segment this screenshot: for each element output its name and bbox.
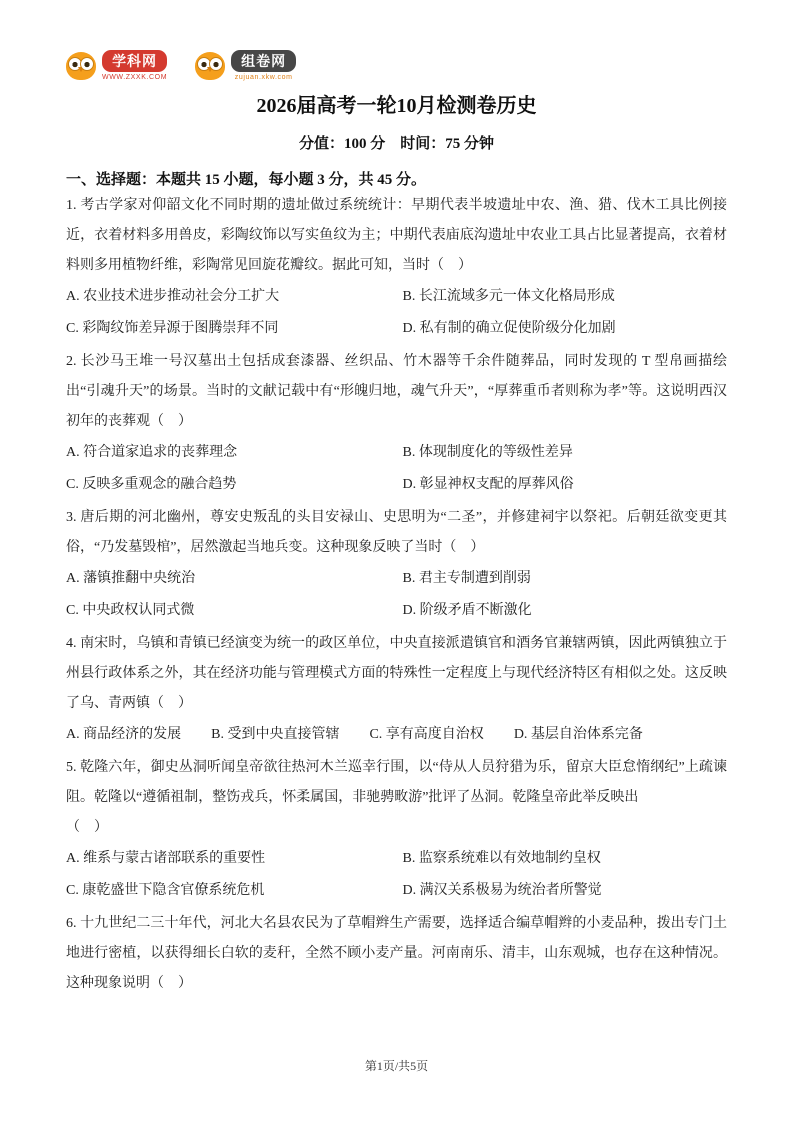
question-1-option-d: D. 私有制的确立促使阶级分化加剧 xyxy=(402,321,616,336)
question-5-option-b: B. 监察系统难以有效地制约皇权 xyxy=(402,851,601,866)
question-1-stem: 1. 考古学家对仰韶文化不同时期的遗址做过系统统计：早期代表半坡遗址中农、渔、猎、伐木工具比例接近，衣着材料多用兽皮，彩陶纹饰以写实鱼纹为主；中期代表庙底沟遗址中农业工具占比显著提高，衣着材料则多用植物纤维，彩陶常见回旋花瓣纹。据此可知，当时（ ） xyxy=(66,198,727,273)
question-2-options xyxy=(66,437,727,501)
question-3-option-b: B. 君主专制遭到削弱 xyxy=(402,571,531,586)
question-2-option-a: A. 符合道家追求的丧葬理念 xyxy=(66,445,238,460)
paper-score-time: 分值：100 分 时间：75 分钟 xyxy=(298,136,494,152)
question-1-option-b: B. 长江流域多元一体文化格局形成 xyxy=(402,289,615,304)
question-1 xyxy=(66,191,727,345)
question-3-options xyxy=(66,563,727,627)
question-5-stem: 5. 乾隆六年，御史丛洞听闻皇帝欲往热河木兰巡幸行围，以“侍从人员狩猎为乐，留京大臣怠惰纲纪”上疏谏阻。乾隆以“遵循祖制，整饬戎兵，怀柔属国，非驰骋畋游”批评了丛洞。乾隆皇帝此举反映出 xyxy=(66,760,727,805)
page-number: 第1页/共5页 xyxy=(364,1059,429,1073)
owl-mascot-icon xyxy=(195,52,225,80)
paper-title: 2026届高考一轮10月检测卷历史 xyxy=(256,95,537,117)
question-1-option-a: A. 农业技术进步推动社会分工扩大 xyxy=(66,289,280,304)
question-4-option-d: D. 基层自治体系完备 xyxy=(513,727,643,742)
question-5 xyxy=(66,753,727,907)
question-2-stem: 2. 长沙马王堆一号汉墓出土包括成套漆器、丝织品、竹木器等千余件随葬品，同时发现的 T 型帛画描绘出“引魂升天”的场景。当时的文献记载中有“形魄归地，魂气升天”，“厚葬重币者则称为孝”等。这说明西汉初年的丧葬观（ ） xyxy=(66,354,727,429)
question-2-option-c: C. 反映多重观念的融合趋势 xyxy=(66,477,237,492)
question-3-option-a: A. 藩镇推翻中央统治 xyxy=(66,571,196,586)
xkw-logo-badge: 学科网 xyxy=(102,50,167,72)
question-4-option-a: A. 商品经济的发展 xyxy=(66,727,182,742)
question-4 xyxy=(66,629,727,751)
owl-mascot-icon xyxy=(66,52,96,80)
question-5-option-a: A. 维系与蒙古诸部联系的重要性 xyxy=(66,851,266,866)
xkw-logo-url: WWW.ZXXK.COM xyxy=(102,74,168,81)
question-1-option-c: C. 彩陶纹饰差异源于图腾崇拜不同 xyxy=(66,321,279,336)
question-3-option-d: D. 阶级矛盾不断激化 xyxy=(402,603,532,618)
xkw-logo xyxy=(66,50,167,81)
question-3-stem: 3. 唐后期的河北幽州，尊安史叛乱的头目安禄山、史思明为“二圣”，并修建祠宇以祭祀。后朝廷欲变更其俗，“乃发墓毁棺”，居然激起当地兵变。这种现象反映了当时（ ） xyxy=(66,510,727,555)
zujuan-logo-badge: 组卷网 xyxy=(231,50,296,72)
question-5-option-d: D. 满汉关系极易为统治者所警觉 xyxy=(402,883,602,898)
zujuan-logo xyxy=(195,50,296,81)
question-2-option-b: B. 体现制度化的等级性差异 xyxy=(402,445,573,460)
question-2-option-d: D. 彰显神权支配的厚葬风俗 xyxy=(402,477,574,492)
question-6 xyxy=(66,909,727,999)
question-2 xyxy=(66,347,727,501)
header-logos xyxy=(66,50,727,81)
question-3-option-c: C. 中央政权认同式微 xyxy=(66,603,195,618)
question-6-stem: 6. 十九世纪二三十年代，河北大名县农民为了草帽辫生产需要，选择适合编草帽辫的小麦品种，拨出专门土地进行密植，以获得细长白软的麦秆，全然不顾小麦产量。河南南乐、清丰，山东观城，也存在这种情况。这种现象说明（ ） xyxy=(66,916,727,991)
question-5-option-c: C. 康乾盛世下隐含官僚系统危机 xyxy=(66,883,265,898)
question-5-answer-bracket: （ ） xyxy=(66,820,108,835)
question-4-option-c: C. 享有高度自治权 xyxy=(369,727,484,742)
question-3 xyxy=(66,503,727,627)
question-5-options xyxy=(66,843,727,907)
zujuan-logo-url: zujuan.xkw.com xyxy=(234,74,293,81)
question-4-options xyxy=(66,719,727,751)
question-4-stem: 4. 南宋时，乌镇和青镇已经演变为统一的政区单位，中央直接派遣镇官和酒务官兼辖两镇，因此两镇独立于州县行政体系之外，其在经济功能与管理模式方面的特殊性一定程度上与现代经济特区有相似之处。这反映了乌、青两镇（ ） xyxy=(66,636,727,711)
question-1-options xyxy=(66,281,727,345)
section-heading: 一、选择题：本题共 15 小题，每小题 3 分，共 45 分。 xyxy=(66,172,427,188)
question-4-option-b: B. 受到中央直接管辖 xyxy=(211,727,340,742)
